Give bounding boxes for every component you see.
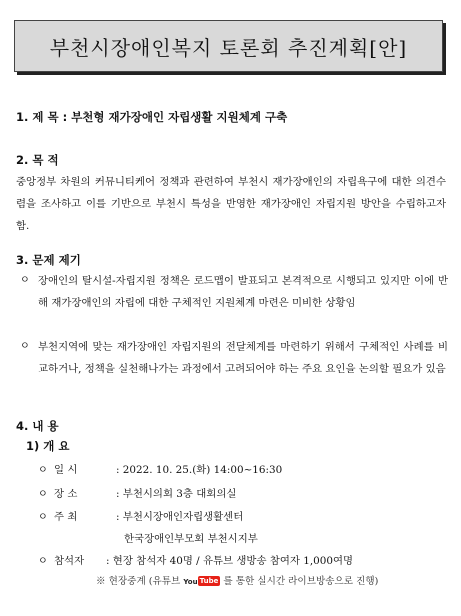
- broadcast-note: [96, 573, 378, 587]
- note-text-pre: ※ 현장중계 (유튜브: [96, 576, 181, 587]
- item-label: 주 최: [54, 511, 78, 523]
- item-value: : 부천시장애인자립생활센터: [116, 511, 244, 523]
- bullet-mark: ㅇ: [38, 465, 48, 476]
- bullet-mark: ㅇ: [38, 489, 48, 500]
- item-value: : 2022. 10. 25.(화) 14:00~16:30: [116, 464, 283, 476]
- section-2-heading: 2. 목 적: [16, 153, 59, 167]
- item-value: : 현장 참석자 40명 / 유튜브 생방송 참여자 1,000여명: [106, 555, 354, 567]
- bullet-mark: ㅇ: [38, 556, 48, 567]
- item-label: 장 소: [54, 488, 78, 500]
- section-2-body: 중앙정부 차원의 커뮤니티케어 정책과 관련하여 부천시 재가장애인의 자립욕구에 대한 의견수렴을 조사하고 이를 기반으로 부천시 특성을 반영한 재가장애인 자립지원 방안을 수립하고자 함.: [16, 176, 446, 232]
- item-label: 일 시: [54, 464, 78, 476]
- bullet-mark: ㅇ: [38, 512, 48, 523]
- item-value: 한국장애인부모회 부천시지부: [124, 533, 258, 545]
- note-text-post: 를 통한 실시간 라이브방송으로 진행): [223, 576, 379, 587]
- item-value: : 부천시의회 3층 대회의실: [116, 488, 237, 500]
- document-title: 부천시장애인복지 토론회 추진계획[안]: [49, 35, 408, 60]
- item-label: 참석자: [54, 555, 85, 567]
- problem-text-1: 장애인의 탈시설-자립지원 정책은 로드맵이 발표되고 본격적으로 시행되고 있지만 이에 반해 재가장애인의 자립에 대한 구체적인 지원체계 마련은 미비한 상황임: [38, 275, 448, 309]
- problem-bullet-1: [20, 270, 448, 314]
- problem-bullet-2: [20, 336, 448, 380]
- bullet-mark: ㅇ: [20, 275, 30, 286]
- problem-text-2: 부천지역에 맞는 재가장애인 자립지원의 전달체계를 마련하기 위해서 구체적인 사례를 비교하거나, 정책을 실천해나가는 과정에서 고려되어야 하는 주요 요인을 논의할 필요가 있음: [38, 341, 448, 375]
- overview-heading: 1) 개 요: [26, 439, 70, 453]
- section-3-heading: 3. 문제 제기: [16, 253, 81, 267]
- bullet-mark: ㅇ: [20, 341, 30, 352]
- youtube-logo-icon: You Tube: [183, 577, 219, 586]
- section-1-heading: 1. 제 목 : 부천형 재가장애인 자립생활 지원체계 구축: [16, 110, 288, 124]
- title-banner: [14, 20, 443, 72]
- section-4-heading: 4. 내 용: [16, 419, 59, 433]
